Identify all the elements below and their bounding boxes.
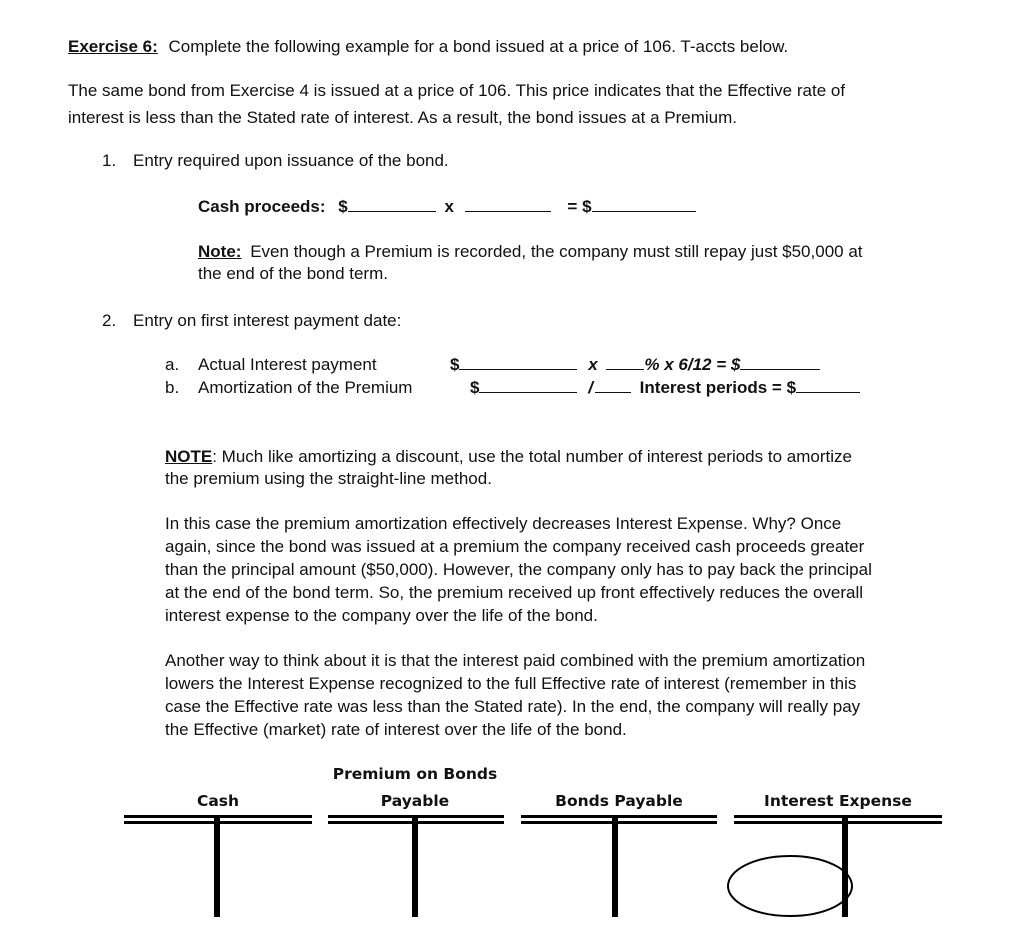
note-2-label: NOTE [165, 447, 213, 466]
note-1-line-1 [198, 241, 863, 263]
item-2-text: Entry on first interest payment date: [133, 311, 402, 330]
item-2b-formula-row [470, 377, 860, 399]
item-2a-amount-blank[interactable] [459, 354, 577, 370]
description-line-2: interest is less than the Stated rate of interest. As a result, the bond issues at a Premium. [68, 108, 738, 127]
cash-equals: = $ [567, 197, 592, 216]
cash-result-blank[interactable] [592, 196, 696, 212]
t-account-title: Interest Expense [764, 792, 912, 810]
item-2b-slash: / [588, 378, 593, 397]
cash-times: x [444, 197, 454, 216]
item-2b-label: Amortization of the Premium [198, 378, 413, 397]
cash-price-blank[interactable] [348, 196, 436, 212]
paragraph-2-line: the Effective (market) rate of interest over the life of the bond. [165, 720, 627, 739]
item-2b-formula: Interest periods = $ [639, 378, 797, 397]
note-2-text-1: : Much like amortizing a discount, use the total number of interest periods to amortize [212, 447, 852, 466]
paragraph-1-line: than the principal amount ($50,000). However, the company only has to pay back the principal [165, 560, 872, 579]
item-2a-result-blank[interactable] [740, 354, 820, 370]
cash-proceeds-row [198, 196, 696, 218]
note-1-label: Note: [198, 242, 242, 261]
t-account-title: Cash [196, 792, 240, 810]
item-2b-dollar: $ [470, 378, 480, 397]
paragraph-2-line: Another way to think about it is that the interest paid combined with the premium amortization [165, 651, 866, 670]
exercise-label: Exercise 6: [68, 37, 158, 56]
t-account-top-line [734, 821, 942, 824]
circle-annotation-ellipse [728, 856, 852, 916]
item-2-number: 2. [102, 311, 117, 330]
paragraph-1-line: at the end of the bond term. So, the premium received up front effectively reduces the overall [165, 583, 864, 602]
exercise-heading [68, 36, 788, 58]
note-1-line-2: the end of the bond term. [198, 264, 388, 283]
cash-rate-blank[interactable] [465, 196, 551, 212]
t-account-title: Bonds Payable [555, 792, 683, 810]
item-2a-formula: % x 6/12 = $ [644, 355, 741, 374]
item-2a-rate-blank[interactable] [606, 354, 644, 370]
paragraph-2-line: lowers the Interest Expense recognized to the full Effective rate of interest (remember in this [165, 674, 857, 693]
t-account-title-line-2: Payable [380, 792, 450, 810]
t-account-top-line [734, 815, 942, 818]
exercise-intro: Complete the following example for a bond issued at a price of 106. T-accts below. [168, 37, 789, 56]
item-2a-marker: a. [165, 355, 180, 374]
t-account-title-line-1: Premium on Bonds [332, 765, 498, 783]
item-2b-marker: b. [165, 378, 180, 397]
note-1-text-1: Even though a Premium is recorded, the company must still repay just $50,000 at [250, 242, 863, 261]
cash-dollar: $ [338, 197, 348, 216]
t-account-divider [612, 815, 618, 917]
paragraph-1-line: interest expense to the company over the life of the bond. [165, 606, 598, 625]
item-2a-times: x [588, 355, 598, 374]
circle-annotation [724, 848, 864, 924]
item-2a-formula-row [450, 354, 820, 376]
description-line-1: The same bond from Exercise 4 is issued at a price of 106. This price indicates that the Effective rate of [68, 81, 846, 100]
paragraph-1-line: In this case the premium amortization effectively decreases Interest Expense. Why? Once [165, 514, 842, 533]
item-2b-periods-blank[interactable] [595, 377, 631, 393]
t-account-divider [214, 815, 220, 917]
t-account-top-line [521, 815, 717, 818]
t-account-divider [412, 815, 418, 917]
cash-proceeds-label: Cash proceeds: [198, 197, 326, 216]
item-2a-dollar: $ [450, 355, 460, 374]
item-2b-result-blank[interactable] [796, 377, 860, 393]
note-2-line-1 [165, 446, 852, 468]
item-2a-label: Actual Interest payment [198, 355, 377, 374]
note-2-line-2: the premium using the straight-line method. [165, 469, 492, 488]
paragraph-2-line: case the Effective rate was less than the Stated rate). In the end, the company will really pay [165, 697, 861, 716]
item-2b-amount-blank[interactable] [479, 377, 577, 393]
t-account-top-line [521, 821, 717, 824]
paragraph-1-line: again, since the bond was issued at a premium the company received cash proceeds greater [165, 537, 865, 556]
item-1-number: 1. [102, 151, 117, 170]
item-1-text: Entry required upon issuance of the bond. [133, 151, 449, 170]
